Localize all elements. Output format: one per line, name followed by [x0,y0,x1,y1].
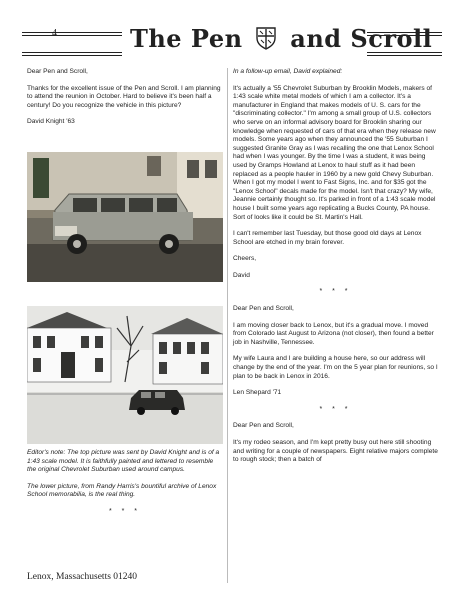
followup-closing: Cheers, [233,255,257,263]
title-left: The Pen [130,24,243,53]
editor-note: Editor's note: The top picture was sent by David Knight and is of a 1:43 scale model. It is faithfully painted and lettered to resemble the original Chevrolet Suburban used around campus. [27,449,220,474]
masthead-rule [22,32,122,33]
crest-icon [255,26,277,50]
letter1-signature: David Knight '63 [27,118,75,126]
masthead [22,22,442,60]
masthead-rule [367,55,442,56]
masthead-rule [22,52,122,53]
letter1-salutation: Dear Pen and Scroll, [27,68,88,75]
letter3-salutation: Dear Pen and Scroll, [233,422,294,430]
followup-paragraph-1: It's actually a '55 Chevrolet Suburban by Brooklin Models, makers of 1:43 scale white metal models of which I am a collector. It's a manufacturer in England that makes models of U. S. cars for the "discriminating collector." I'm among a small group of U.S. collectors who serve on an informal advisory board for Brooklin sharing our knowledge when requested of cars of that era when they release new models. Some years ago when they announced the '55 Suburban I suggested Granite Gray as I was recalling the one that Lenox School had when I was younger. By the time I was a student, it was being used by Gramps Howland at Lenox to haul stuff as it had been replaced as a people hauler in 1960 by a new gold Chevy Suburban. When I got my model I went to Fast Signs, Inc. and for $35 got the "Lenox School" decals made for the model. Isn't that crazy? My wife, Jeannie certainly thought so. It's parked in front of a 1:43 scale model house I built some years ago replicating a Bucks County, PA house. Sort of looks like it could be St. Martin's Hall. [233,84,436,221]
letter2-signature: Len Shepard '71 [233,389,282,397]
section-separator: * * * [108,507,142,515]
followup-signature: David [233,271,250,279]
followup-paragraph-2: I can't remember last Tuesday, but those good old days at Lenox School are etched in my brain forever. [233,230,422,246]
left-column [27,68,223,135]
right-column [233,68,438,473]
model-car-photo [27,152,223,282]
masthead-rule [22,55,122,56]
letter3-paragraph-1: It's my rodeo season, and I'm kept pretty busy out here still shooting and writing for a couple of newspapers. Eight relative majors complete to rough stock; then a batch of [233,439,438,464]
lower-picture-note: The lower picture, from Randy Harris's bountiful archive of Lenox School memorabilia, is the real thing. [27,482,217,499]
letter2-salutation: Dear Pen and Scroll, [233,305,294,313]
campus-photo [27,306,223,444]
letter2-paragraph-1: I am moving closer back to Lenox, but it's a gradual move. I moved from Colorado last August to Arizona (not closer), then found a better job in Nashville, Tennessee. [233,321,434,346]
letter2-paragraph-2: My wife Laura and I are building a house here, so our address will change by the end of the year. I'm on the 5 year plan for reunions, so I plan to be back in Lenox in 2016. [233,355,438,380]
page-number: 4 [52,28,57,39]
letter1-body: Thanks for the excellent issue of the Pen and Scroll. I am planning to attend the reunion in October. Hard to believe it's been half a century! Do you recognize the vehicle in this picture? [27,84,221,109]
title-right: and Scroll [290,24,433,53]
footer-address: Lenox, Massachusetts 01240 [27,572,138,582]
column-divider [227,68,228,583]
left-column-notes [27,449,223,525]
masthead-title [130,24,432,53]
masthead-rule [22,35,122,36]
section-separator: * * * [319,288,352,296]
section-separator: * * * [319,405,352,413]
followup-intro: In a follow-up email, David explained: [233,68,343,75]
